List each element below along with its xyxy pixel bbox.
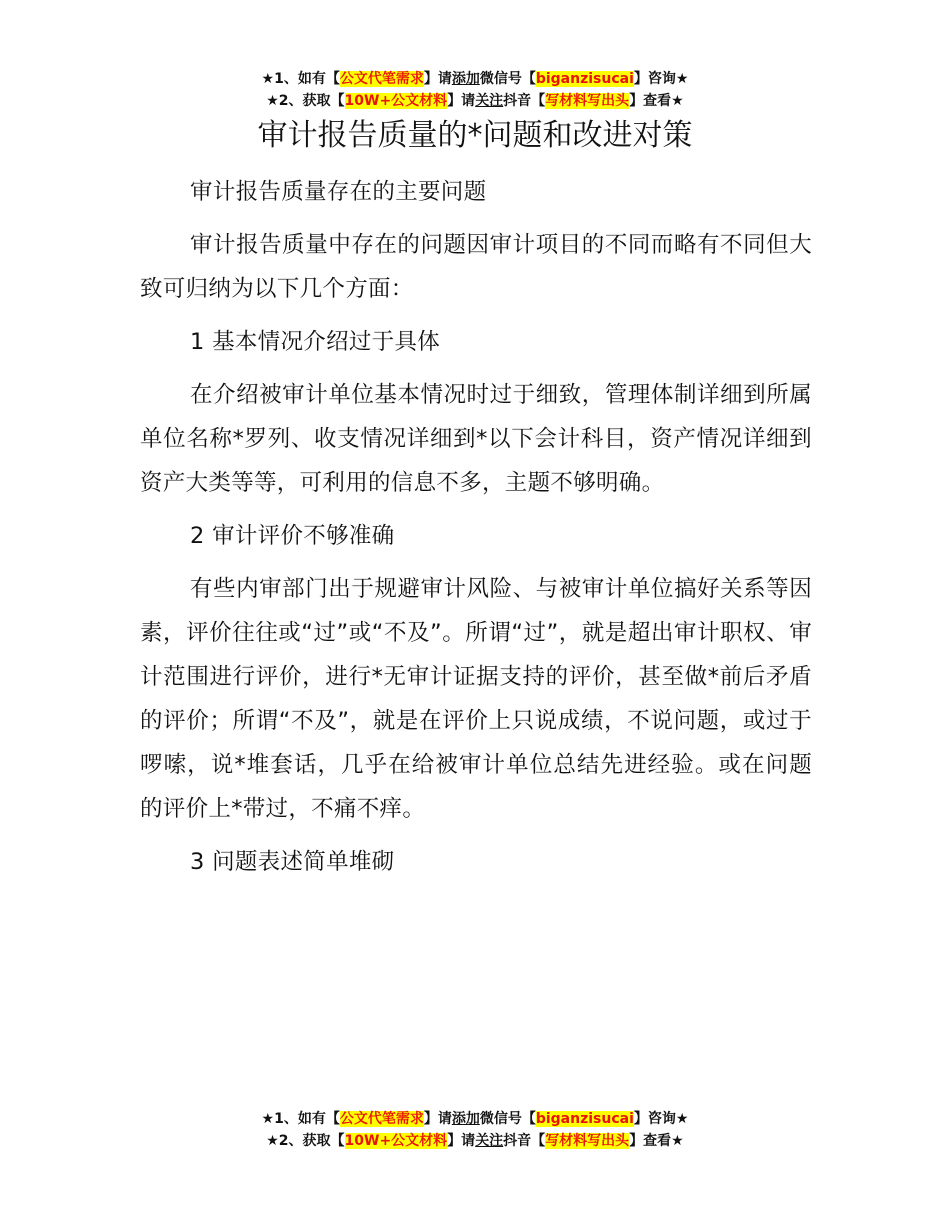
banner-underlined-text: 添加	[451, 71, 480, 87]
banner-text: 】请	[447, 1133, 476, 1149]
subsection-heading: 3 问题表述简单堆砌	[190, 849, 395, 875]
banner-underlined-text: 关注	[475, 93, 504, 109]
banner-text: 】请	[423, 71, 452, 87]
header-banner	[0, 68, 950, 112]
banner-text: 微信号【	[479, 71, 536, 87]
banner-highlight-wechat-id: biganzisucai	[535, 1111, 634, 1127]
document-title: 审计报告质量的*问题和改进对策	[257, 118, 693, 153]
subsection-heading: 2 审计评价不够准确	[190, 523, 395, 549]
banner-line-1	[0, 68, 950, 90]
banner-text: 】咨询★	[633, 71, 689, 87]
banner-text: ★1、如有【	[261, 71, 340, 87]
banner-underlined-text: 添加	[451, 1111, 480, 1127]
banner-highlight-douyin-id: 写材料写出头	[545, 93, 630, 109]
banner-highlight-wechat-id: biganzisucai	[535, 71, 634, 87]
body-paragraph: 有些内审部门出于规避审计风险、与被审计单位搞好关系等因素，评价往往或“过”或“不及”。所谓“过”，就是超出审计职权、审计范围进行评价，进行*无审计证据支持的评价，甚至做*前后矛盾的评价；所谓“不及”，就是在评价上只说成绩，不说问题，或过于啰嗦，说*堆套话，几乎在给被审计单位总结先进经验。或在问题的评价上*带过，不痛不痒。	[140, 576, 812, 822]
subsection-heading: 1 基本情况介绍过于具体	[190, 329, 441, 355]
banner-text: 】请	[423, 1111, 452, 1127]
body-paragraph: 在介绍被审计单位基本情况时过于细致，管理体制详细到所属单位名称*罗列、收支情况详细到*以下会计科目，资产情况详细到资产大类等等，可利用的信息不多，主题不够明确。	[140, 382, 812, 496]
banner-text: 抖音【	[503, 93, 546, 109]
banner-text: 】请	[447, 93, 476, 109]
section-heading: 审计报告质量存在的主要问题	[190, 179, 487, 205]
banner-text: 】咨询★	[633, 1111, 689, 1127]
banner-line-2	[0, 1130, 950, 1152]
banner-highlight: 公文代笔需求	[339, 71, 424, 87]
banner-highlight: 公文代笔需求	[339, 1111, 424, 1127]
banner-line-1	[0, 1108, 950, 1130]
banner-underlined-text: 关注	[475, 1133, 504, 1149]
banner-highlight: 10W+公文材料	[344, 1133, 448, 1149]
banner-text: ★2、获取【	[266, 1133, 345, 1149]
banner-text: ★2、获取【	[266, 93, 345, 109]
footer-banner	[0, 1108, 950, 1152]
banner-highlight-douyin-id: 写材料写出头	[545, 1133, 630, 1149]
banner-text: 】查看★	[629, 93, 684, 109]
banner-highlight: 10W+公文材料	[344, 93, 448, 109]
banner-text: ★1、如有【	[261, 1111, 340, 1127]
banner-text: 抖音【	[503, 1133, 546, 1149]
body-paragraph: 审计报告质量中存在的问题因审计项目的不同而略有不同但大致可归纳为以下几个方面：	[140, 232, 812, 302]
document-body	[140, 170, 812, 893]
banner-line-2	[0, 90, 950, 112]
banner-text: 微信号【	[479, 1111, 536, 1127]
banner-text: 】查看★	[629, 1133, 684, 1149]
